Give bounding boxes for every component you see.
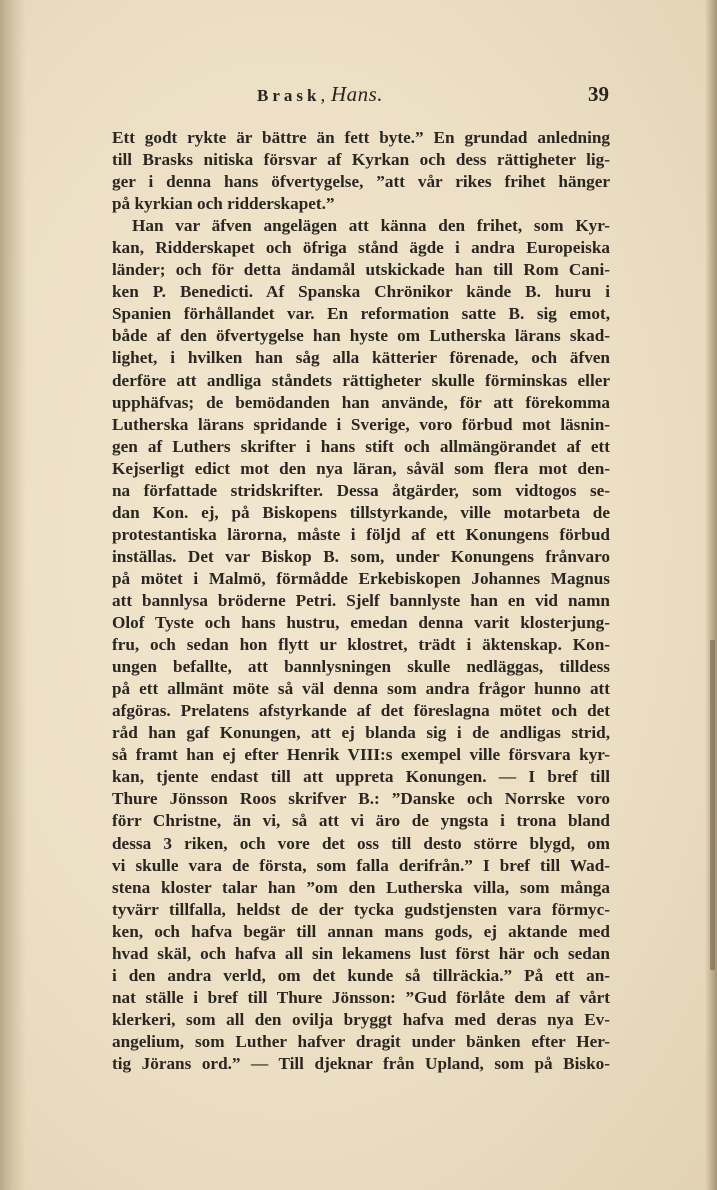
text-line: protestantiska lärorna, måste i följd af ett Konungens förbud <box>112 524 610 544</box>
text-line: Ett godt rykte är bättre än fett byte.” En grundad anledning <box>112 128 610 147</box>
text-line: Han var äfven angelägen att känna den frihet, som Kyr- <box>132 216 610 236</box>
text-line: kan, Ridderskapet och öfriga stånd ägde i andra Europeiska <box>112 238 610 258</box>
page-header <box>112 82 609 110</box>
text-line: ken, och hafva begär till annan mans gods, ej aktande med <box>112 921 610 941</box>
text-line: klerkeri, som all den ovilja bryggt hafva med deras nya Ev- <box>112 1009 610 1029</box>
page-edge-band <box>710 640 715 970</box>
text-line: derföre att andliga ståndets rättigheter skulle förminskas eller <box>112 370 610 390</box>
text-line: Olof Tyste och hans hustru, emedan denna varit klosterjung- <box>112 613 610 633</box>
text-line: tyvärr tillfalla, heldst de der tycka gudstjensten vara förmyc- <box>112 899 610 919</box>
text-line: länder; och för detta ändamål utskickade han till Rom Cani- <box>112 260 610 280</box>
text-line: ungen befallte, att bannlysningen skulle nedläggas, tilldess <box>112 657 610 677</box>
text-line: på mötet i Malmö, förmådde Erkebiskopen Johannes Magnus <box>112 568 610 588</box>
text-line: dan Kon. ej, på Biskopens tillstyrkande, ville motarbeta de <box>112 502 610 522</box>
text-line: na författade stridskrifter. Dessa åtgärder, som vidtogos se- <box>112 480 610 500</box>
text-line: att bannlysa bröderne Petri. Sjelf bannlyste han en vid namn <box>112 590 610 610</box>
text-line: inställas. Det var Biskop B. som, under Konungens frånvaro <box>112 546 610 566</box>
text-line: till Brasks nitiska försvar af Kyrkan och dess rättigheter lig- <box>112 150 610 170</box>
text-line: fru, och sedan hon flytt ur klostret, trädt i äktenskap. Kon- <box>112 635 610 655</box>
text-line: på ett allmänt möte så väl denna som andra frågor hunno att <box>112 679 610 699</box>
text-line: angelium, som Luther hafver dragit under bänken efter Her- <box>112 1031 610 1051</box>
running-head: Brask, Hans. <box>257 82 384 106</box>
body-text <box>112 127 610 1075</box>
text-line: Kejserligt edict mot den nya läran, såväl som flera mot den- <box>112 458 610 478</box>
text-line: ken P. Benedicti. Af Spanska Chrönikor kände B. huru i <box>112 282 610 302</box>
page-edge <box>705 0 717 1190</box>
text-line: dessa 3 riken, och vore det oss till desto större blygd, om <box>112 833 610 853</box>
text-line: afgöras. Prelatens afstyrkande af det föreslagna mötet och det <box>112 701 610 721</box>
text-line: så framt han ej efter Henrik VIII:s exempel ville försvara kyr- <box>112 745 610 765</box>
text-line: på kyrkian och ridderskapet.” <box>112 194 335 214</box>
text-line: råd han gaf Konungen, att ej blanda sig i de andligas strid, <box>112 723 610 743</box>
running-head-given-name: Hans. <box>330 82 384 106</box>
text-line: kan, tjente endast till att uppreta Konungen. — I bref till <box>112 767 610 787</box>
text-line: lighet, i hvilken han såg alla kätterier förenade, och äfven <box>112 348 610 368</box>
text-line: förr Christne, än vi, så att vi äro de yngsta i trona bland <box>112 811 610 831</box>
text-line: både af den öfvertygelse han hyste om Lutherska lärans skad- <box>112 326 610 346</box>
text-line: Lutherska lärans spridande i Sverige, voro förbud mot läsnin- <box>112 414 610 434</box>
page-number: 39 <box>588 82 609 106</box>
text-line: hvad skäl, och hafva all sin lekamens lust först här och sedan <box>112 943 610 963</box>
text-line: ger i denna hans öfvertygelse, ”att vår rikes frihet hänger <box>112 172 610 192</box>
text-line: Thure Jönsson Roos skrifver B.: ”Danske och Norrske voro <box>112 789 610 809</box>
text-line: stena kloster talar han ”om den Lutherska villa, som många <box>112 877 610 897</box>
text-line: nat ställe i bref till Thure Jönsson: ”Gud förlåte dem af vårt <box>112 987 610 1007</box>
text-line: gen af Luthers skrifter i hans stift och allmängörandet af ett <box>112 436 610 456</box>
running-head-surname: Brask <box>257 86 321 105</box>
text-line: tig Jörans ord.” — Till djeknar från Upland, som på Bisko- <box>112 1053 610 1073</box>
text-line: vi skulle vara de första, som falla derifrån.” I bref till Wad- <box>112 855 610 875</box>
text-line: upphäfvas; de bemödanden han använde, för att förekomma <box>112 392 610 412</box>
gutter-shadow <box>0 0 26 1190</box>
text-line: Spanien förhållandet var. En reformation satte B. sig emot, <box>112 304 610 324</box>
text-line: i den andra verld, om det kunde så tillräckia.” På ett an- <box>112 965 610 985</box>
